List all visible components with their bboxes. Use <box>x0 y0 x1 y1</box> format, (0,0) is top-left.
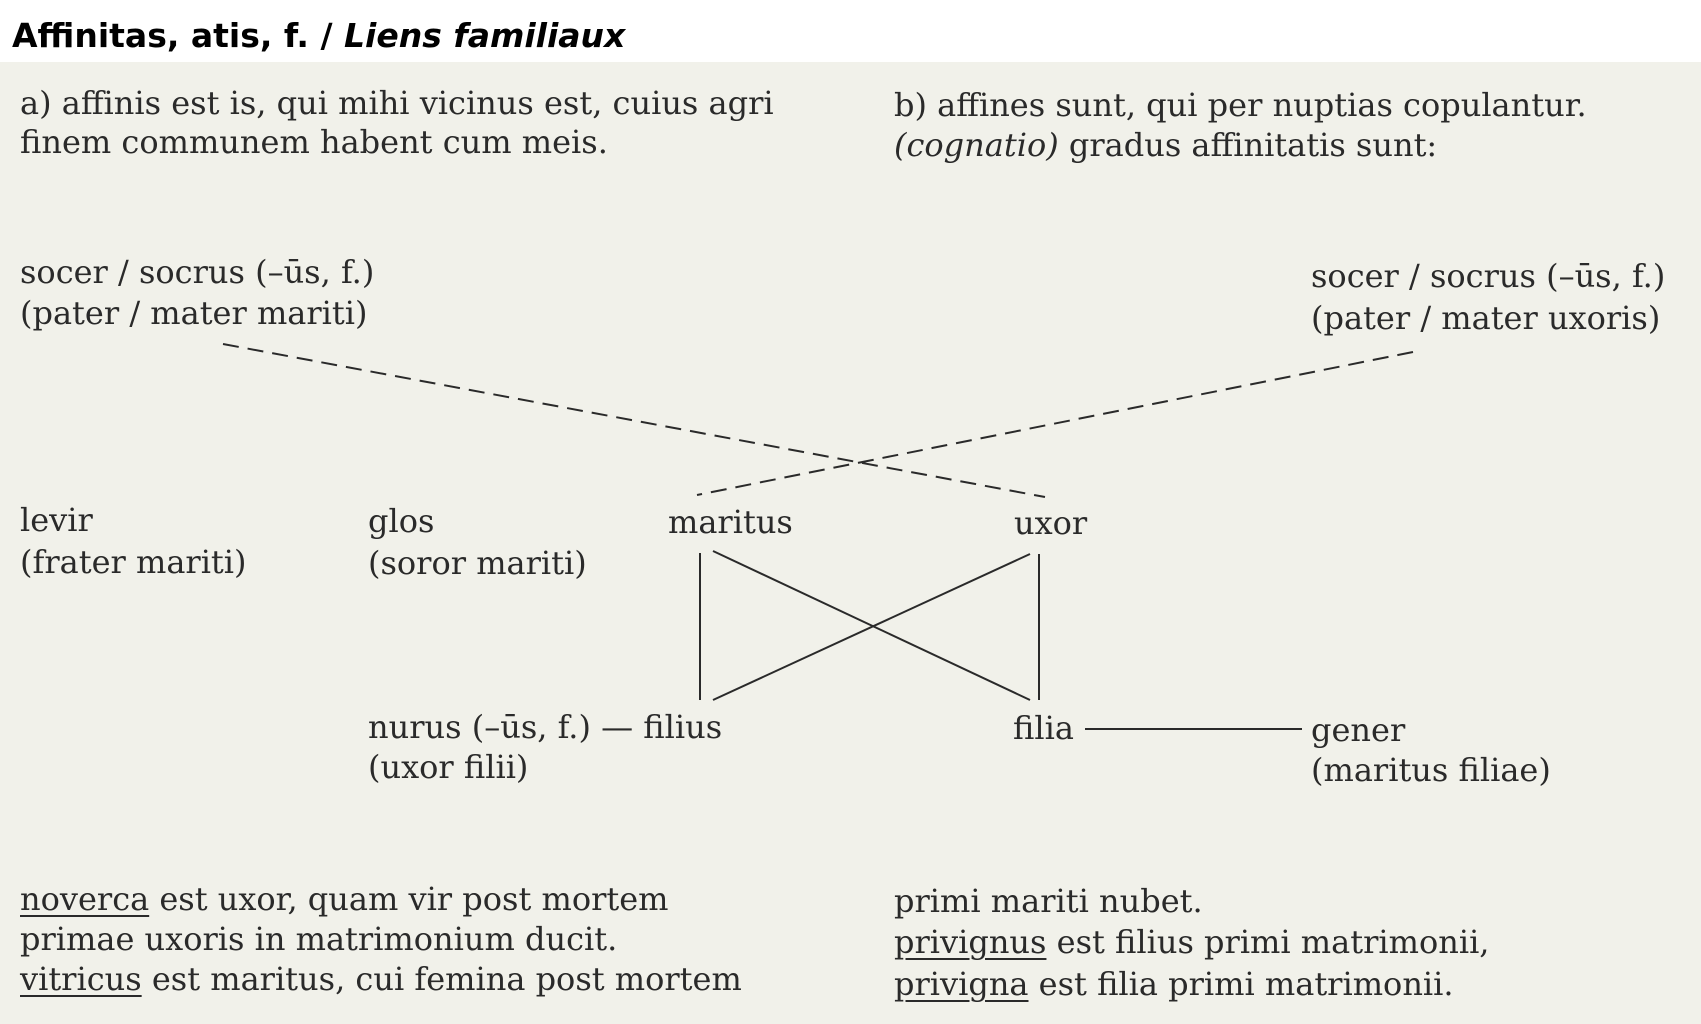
privignus-line <box>894 921 1489 963</box>
vitricus-line2: primi mariti nubet. <box>894 882 1203 920</box>
socer-left-gloss: (pater / mater mariti) <box>20 294 368 332</box>
levir-gloss: (frater mariti) <box>20 543 247 581</box>
dashed-line-socer-right-to-maritus <box>697 352 1413 495</box>
maritus-node: maritus <box>668 503 793 541</box>
title-main: Affinitas, atis, f. / <box>12 16 344 55</box>
gener-gloss: (maritus filiae) <box>1311 751 1551 789</box>
vitricus-term: vitricus <box>20 960 142 998</box>
intro-a-line2: finem communem habent cum meis. <box>20 123 608 161</box>
nurus-gloss: (uxor filii) <box>368 748 529 786</box>
privignus-term: privignus <box>894 923 1047 961</box>
intro-b-line1: b) affines sunt, qui per nuptias copulantur. <box>894 86 1587 124</box>
uxor-node: uxor <box>1014 504 1088 542</box>
cognatio-italic: (cognatio) <box>894 126 1059 164</box>
vitricus-line1 <box>20 958 742 1000</box>
privignus-rest: est filius primi matrimonii, <box>1046 923 1490 961</box>
intro-a-line1: a) affinis est is, qui mihi vicinus est, cuius agri <box>20 84 774 122</box>
filia-node: filia <box>1013 709 1074 747</box>
intro-b-line2 <box>894 124 1437 166</box>
socer-right-term: socer / socrus (–ūs, f.) <box>1311 257 1666 295</box>
privigna-line <box>894 963 1454 1005</box>
noverca-line2: primae uxoris in matrimonium ducit. <box>20 920 618 958</box>
dashed-line-socer-left-to-uxor <box>223 344 1045 497</box>
noverca-line1 <box>20 878 669 920</box>
nurus-term: nurus (–ūs, f.) — filius <box>368 708 723 746</box>
socer-right-gloss: (pater / mater uxoris) <box>1311 299 1661 337</box>
privigna-rest: est filia primi matrimonii. <box>1028 965 1454 1003</box>
noverca-term: noverca <box>20 880 150 918</box>
privigna-term: privigna <box>894 965 1029 1003</box>
noverca-rest: est uxor, quam vir post mortem <box>149 880 669 918</box>
glos-gloss: (soror mariti) <box>368 544 587 582</box>
levir-term: levir <box>20 501 93 539</box>
intro-b-line2-rest: gradus affinitatis sunt: <box>1058 126 1438 164</box>
title-translation: Liens familiaux <box>344 16 626 55</box>
gener-term: gener <box>1311 711 1406 749</box>
vitricus-rest: est maritus, cui femina post mortem <box>141 960 742 998</box>
socer-left-term: socer / socrus (–ūs, f.) <box>20 253 375 291</box>
glos-term: glos <box>368 502 435 540</box>
